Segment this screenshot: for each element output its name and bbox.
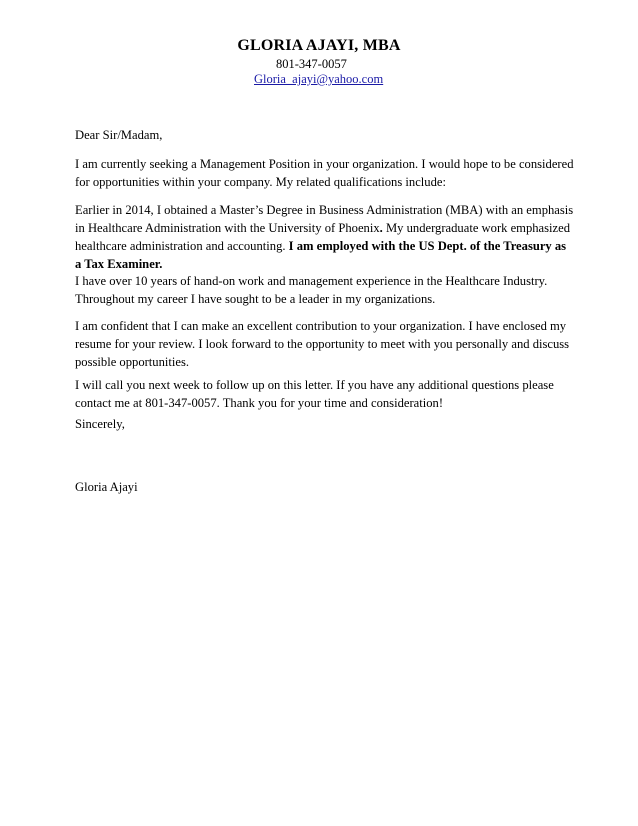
- paragraph-experience: [75, 272, 575, 308]
- sender-email-link[interactable]: Gloria_ajayi@yahoo.com: [254, 72, 384, 86]
- education-period: .: [379, 221, 383, 235]
- sender-name: GLORIA AJAYI, MBA: [237, 37, 401, 54]
- paragraph-followup: [75, 376, 575, 412]
- paragraph-intro: [75, 155, 575, 191]
- paragraph-education-text: [75, 201, 575, 273]
- paragraph-education: [75, 201, 575, 273]
- closing: [75, 415, 575, 433]
- paragraph-followup-text: I will call you next week to follow up on this letter. If you have any additional questions please contact me at 801-347-0057. Thank you for your time and consideration!: [75, 378, 554, 410]
- undergrad-text: My undergraduate work emphasized healthcare administration and accounting.: [75, 221, 571, 253]
- closing-text: Sincerely,: [75, 417, 125, 431]
- paragraph-intro-text: I am currently seeking a Management Position in your organization. I would hope to be considered for opportunities within your company. My related qualifications include:: [75, 157, 574, 189]
- paragraph-experience-text: I have over 10 years of hand-on work and management experience in the Healthcare Industry. Throughout my career I have sought to be a leader in my organizations.: [75, 274, 548, 306]
- signature: [75, 478, 575, 496]
- paragraph-contribution-text: I am confident that I can make an excellent contribution to your organization. I have enclosed my resume for your review. I look forward to the opportunity to meet with you personally and discuss possible opportunities.: [75, 319, 570, 369]
- paragraph-contribution: [75, 317, 575, 371]
- salutation-text: Dear Sir/Madam,: [75, 128, 163, 142]
- sender-phone: 801-347-0057: [276, 57, 347, 71]
- employment-text: I am employed with the US Dept. of the Treasury as a Tax Examiner.: [75, 239, 567, 271]
- signature-text: Gloria Ajayi: [75, 480, 138, 494]
- salutation: [75, 126, 575, 144]
- education-text: Earlier in 2014, I obtained a Master’s Degree in Business Administration (MBA) with an emphasis in Healthcare Administration with the University of Phoenix: [75, 203, 574, 235]
